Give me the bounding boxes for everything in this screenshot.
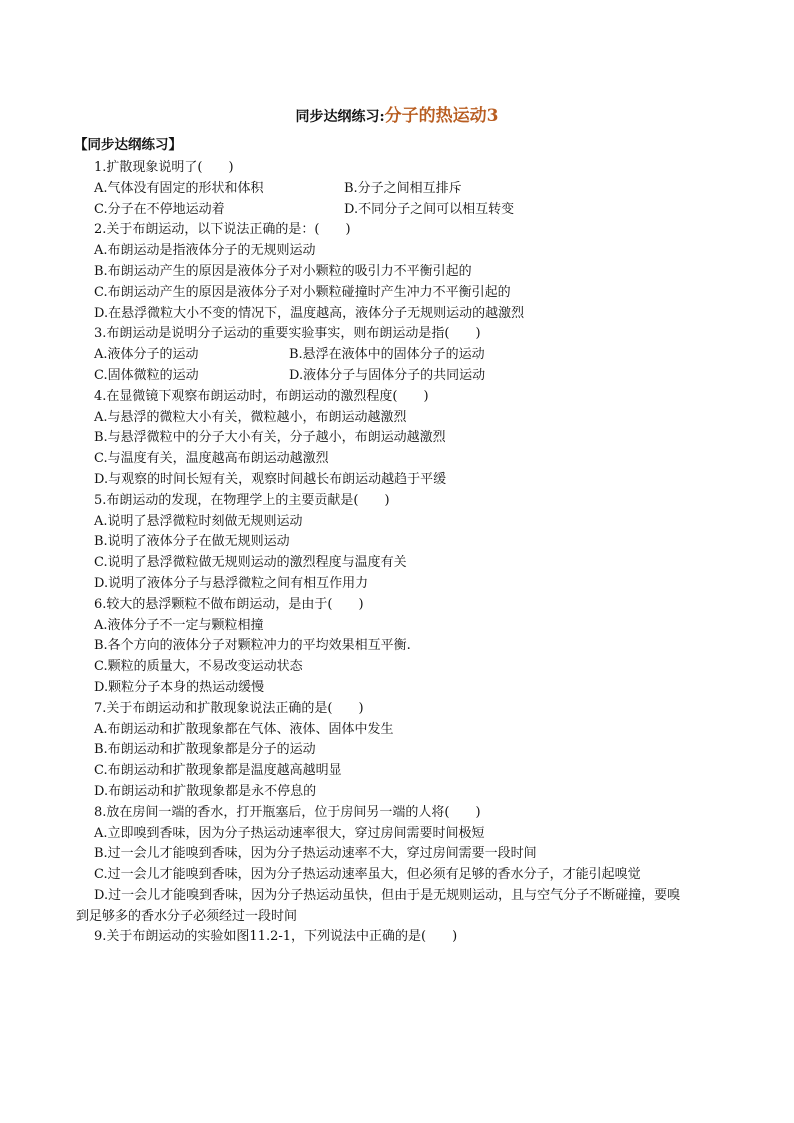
option-row (94, 179, 734, 200)
option-1b: B.分子之间相互排斥 (344, 180, 462, 196)
option-8a: A.立即嗅到香味，因为分子热运动速率很大，穿过房间需要时间极短 (94, 825, 485, 841)
option-2b: B.布朗运动产生的原因是液体分子对小颗粒的吸引力不平衡引起的 (94, 263, 472, 279)
question-list (76, 158, 734, 948)
option-2d: D.在悬浮微粒大小不变的情况下，温度越高，液体分子无规则运动的越激烈 (94, 305, 525, 321)
option-5b: B.说明了液体分子在做无规则运动 (94, 534, 290, 550)
option-3c: C.固体微粒的运动 (94, 367, 199, 383)
option-8d-line1: D.过一会儿才能嗅到香味，因为分子热运动虽快，但由于是无规则运动，且与空气分子不断碰撞，要嗅 (94, 887, 681, 903)
option-6d: D.颗粒分子本身的热运动缓慢 (94, 679, 265, 695)
option-4c: C.与温度有关，温度越高布朗运动越激烈 (94, 451, 329, 467)
question-8: 8.放在房间一端的香水，打开瓶塞后，位于房间另一端的人将( ) (94, 804, 481, 820)
question-5: 5.布朗运动的发现，在物理学上的主要贡献是( ) (94, 492, 390, 508)
option-7a: A.布朗运动和扩散现象都在气体、液体、固体中发生 (94, 721, 394, 737)
page-title (0, 104, 794, 129)
question-4: 4.在显微镜下观察布朗运动时，布朗运动的激烈程度( ) (94, 388, 429, 404)
question-2: 2.关于布朗运动，以下说法正确的是：( ) (94, 222, 351, 238)
option-row (94, 366, 734, 387)
option-4d: D.与观察的时间长短有关，观察时间越长布朗运动越趋于平缓 (94, 471, 447, 487)
option-3a: A.液体分子的运动 (94, 347, 199, 363)
option-5a: A.说明了悬浮微粒时刻做无规则运动 (94, 513, 303, 529)
option-7b: B.布朗运动和扩散现象都是分子的运动 (94, 742, 316, 758)
title-main: 分子的热运动3 (384, 106, 499, 126)
option-1a: A.气体没有固定的形状和体积 (94, 180, 264, 196)
option-2a: A.布朗运动是指液体分子的无规则运动 (94, 243, 316, 259)
option-7c: C.布朗运动和扩散现象都是温度越高越明显 (94, 763, 342, 779)
option-6a: A.液体分子不一定与颗粒相撞 (94, 617, 264, 633)
option-8b: B.过一会儿才能嗅到香味，因为分子热运动速率不大，穿过房间需要一段时间 (94, 846, 537, 862)
option-8d-line2: 到足够多的香水分子必须经过一段时间 (76, 908, 298, 924)
option-5c: C.说明了悬浮微粒做无规则运动的激烈程度与温度有关 (94, 555, 407, 571)
option-1c: C.分子在不停地运动着 (94, 201, 225, 217)
option-row (94, 200, 734, 221)
option-row (94, 345, 734, 366)
question-3: 3.布朗运动是说明分子运动的重要实验事实，则布朗运动是指( ) (94, 326, 481, 342)
option-6c: C.颗粒的质量大，不易改变运动状态 (94, 659, 303, 675)
section-label: 【同步达纲练习】 (74, 137, 182, 153)
option-7d: D.布朗运动和扩散现象都是永不停息的 (94, 783, 317, 799)
option-4a: A.与悬浮的微粒大小有关，微粒越小，布朗运动越激烈 (94, 409, 407, 425)
option-1d: D.不同分子之间可以相互转变 (344, 201, 515, 217)
option-6b: B.各个方向的液体分子对颗粒冲力的平均效果相互平衡. (94, 638, 411, 654)
question-7: 7.关于布朗运动和扩散现象说法正确的是( ) (94, 700, 364, 716)
option-8c: C.过一会儿才能嗅到香味，因为分子热运动速率虽大，但必须有足够的香水分子，才能引起嗅觉 (94, 867, 641, 883)
question-6: 6.较大的悬浮颗粒不做布朗运动，是由于( ) (94, 596, 364, 612)
option-4b: B.与悬浮微粒中的分子大小有关，分子越小，布朗运动越激烈 (94, 430, 446, 446)
option-2c: C.布朗运动产生的原因是液体分子对小颗粒碰撞时产生冲力不平衡引起的 (94, 284, 511, 300)
title-prefix: 同步达纲练习: (295, 109, 385, 125)
option-3b: B.悬浮在液体中的固体分子的运动 (289, 347, 485, 363)
option-3d: D.液体分子与固体分子的共同运动 (289, 367, 486, 383)
question-9: 9.关于布朗运动的实验如图11.2-1，下列说法中正确的是( ) (94, 929, 458, 945)
question-1: 1.扩散现象说明了( ) (94, 160, 234, 175)
option-5d: D.说明了液体分子与悬浮微粒之间有相互作用力 (94, 575, 369, 591)
